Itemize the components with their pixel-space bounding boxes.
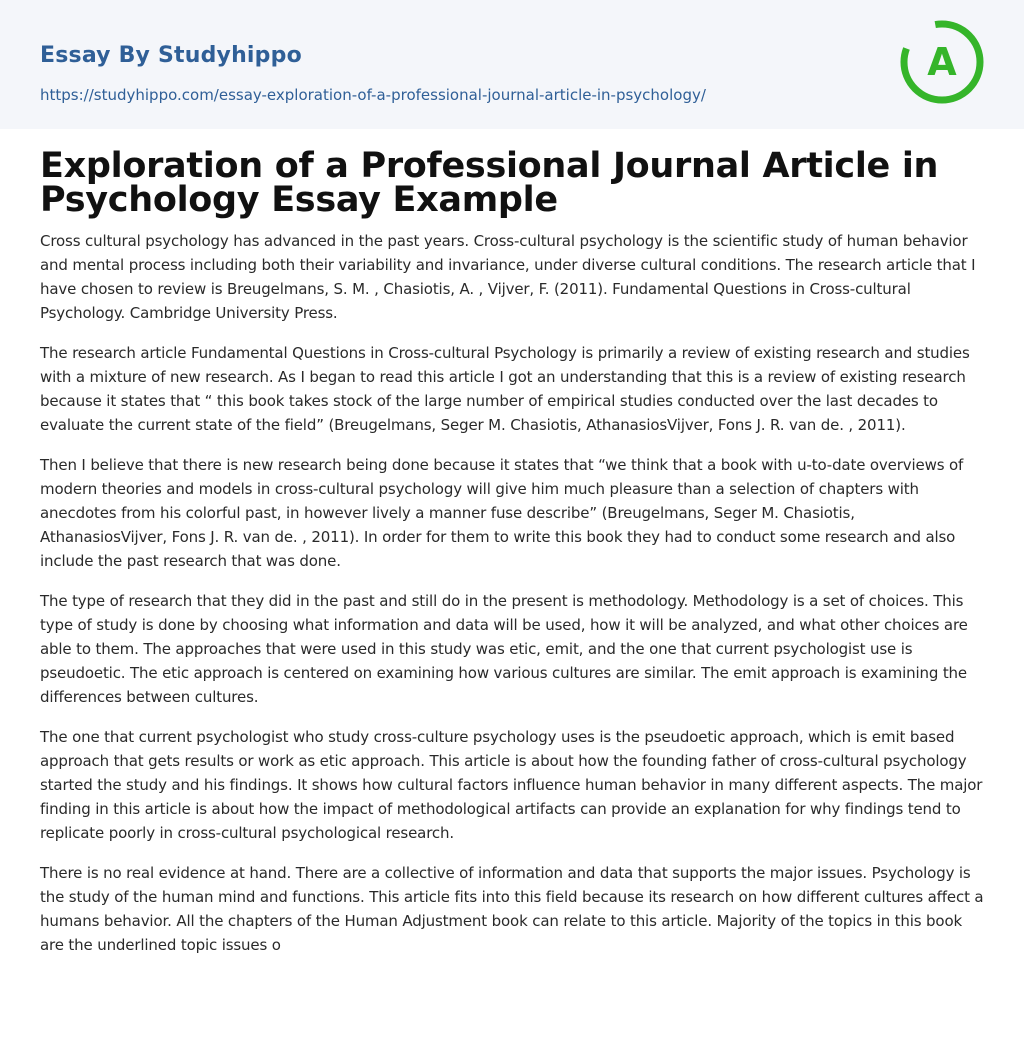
essay-paragraph: The type of research that they did in the past and still do in the present is methodology. Methodology is a set of choices. This type of study is done by choosing what information and data will be used, how it will be analyzed, and what other choices are able to them. The approaches that were used in this study was etic, emit, and the one that current psychologist use is pseudoetic. The etic approach is centered on examining how various cultures are similar. The emit approach is examining the differences between cultures. — [40, 592, 968, 706]
essay-paragraph: The research article Fundamental Questions in Cross-cultural Psychology is primarily a review of existing research and studies with a mixture of new research. As I began to read this article I got an understanding that this is a review of existing research because it states that “ this book takes stock of the large number of empirical studies conducted over the last decades to evaluate the current state of the field” (Breugelmans, Seger M. Chasiotis, AthanasiosVijver, Fons J. R. van de. , 2011). — [40, 344, 970, 434]
page-title: Exploration of a Professional Journal Article in Psychology Essay Example — [40, 146, 939, 220]
essay-paragraph: Then I believe that there is new research being done because it states that “we think that a book with u-to-date overviews of modern theories and models in cross-cultural psychology will give him much pleasure than a selection of chapters with anecdotes from his colorful past, in however lively a manner fuse describe” (Breugelmans, Seger M. Chasiotis, AthanasiosVijver, Fons J. R. van de. , 2011). In order for them to write this book they had to conduct some research and also include the past research that was done. — [40, 456, 964, 570]
main-content — [0, 146, 1024, 957]
page-url-link[interactable]: https://studyhippo.com/essay-exploration-of-a-professional-journal-article-in-psychology/ — [40, 86, 706, 104]
essay-paragraph: Cross cultural psychology has advanced in the past years. Cross-cultural psychology is the scientific study of human behavior and mental process including both their variability and invariance, under diverse cultural conditions. The research article that I have chosen to review is Breugelmans, S. M. , Chasiotis, A. , Vijver, F. (2011). Fundamental Questions in Cross-cultural Psychology. Cambridge University Press. — [40, 232, 976, 322]
essay-paragraph: The one that current psychologist who study cross-culture psychology uses is the pseudoetic approach, which is emit based approach that gets results or work as etic approach. This article is about how the founding father of cross-cultural psychology started the study and his findings. It shows how cultural factors influence human behavior in many different aspects. The major finding in this article is about how the impact of methodological artifacts can provide an explanation for why findings tend to replicate poorly in cross-cultural psychological research. — [40, 728, 983, 842]
studyhippo-logo-icon[interactable] — [899, 19, 985, 105]
site-name[interactable]: Essay By Studyhippo — [40, 43, 302, 68]
essay-paragraph: There is no real evidence at hand. There are a collective of information and data that supports the major issues. Psychology is the study of the human mind and functions. This article fits into this field because its research on how different cultures affect a humans behavior. All the chapters of the Human Adjustment book can relate to this article. Majority of the topics in this book are the underlined topic issues o — [40, 864, 984, 954]
site-header — [0, 0, 1024, 129]
essay-body — [40, 229, 984, 957]
logo-letter: A — [927, 40, 957, 84]
